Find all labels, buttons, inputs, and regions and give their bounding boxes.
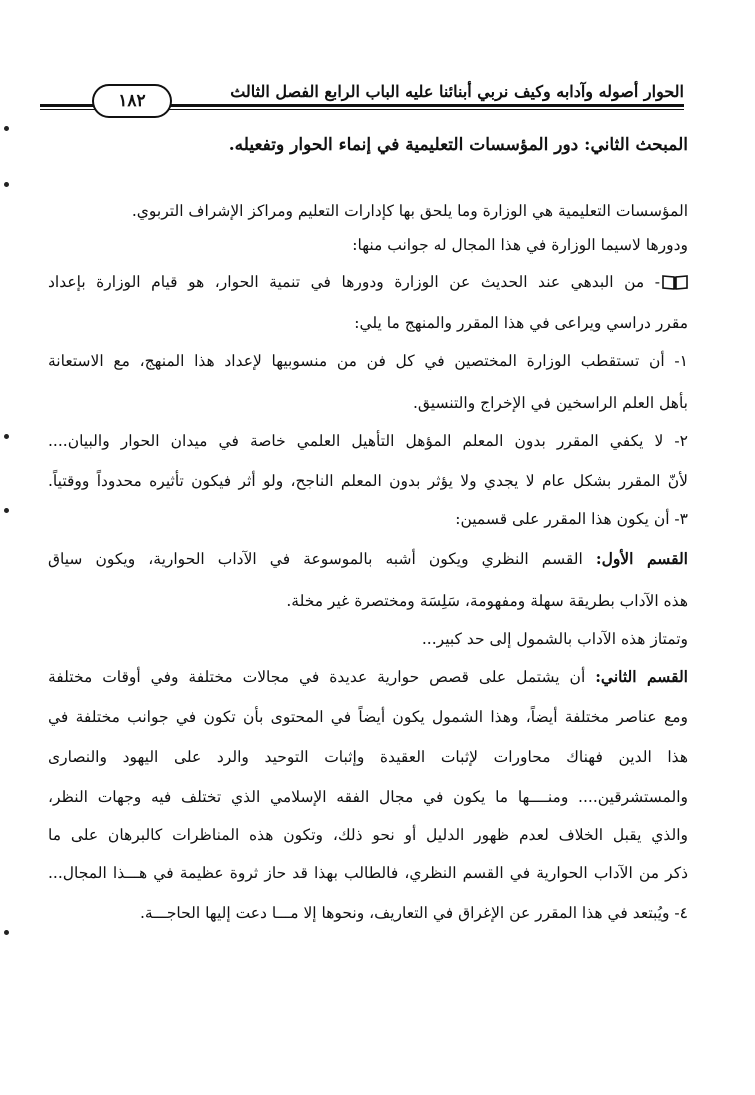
paragraph-line: ودورها لاسيما الوزارة في هذا المجال له جوانب منها: xyxy=(352,236,688,254)
paragraph-line: والمستشرقين.... ومنــــها ما يكون في مجال الفقه الإسلامي الذي تختلف فيه وجهات النظر، xyxy=(48,788,688,806)
list-item-line: ٢- لا يكفي المقرر بدون المعلم المؤهل التأهيل العلمي خاصة في ميدان الحوار والبيان.... xyxy=(48,432,688,450)
running-title: الحوار أصوله وآدابه وكيف نربي أبنائنا عليه الباب الرابع الفصل الثالث xyxy=(230,82,684,101)
section-heading-label: المبحث الثاني xyxy=(590,135,688,155)
margin-mark xyxy=(4,930,9,935)
section-heading xyxy=(48,134,688,156)
paragraph-line xyxy=(48,548,688,570)
paragraph-text: القسم النظري ويكون أشبه بالموسوعة في الآداب الحوارية، ويكون سياق xyxy=(48,550,596,568)
paragraph-line: وتمتاز هذه الآداب بالشمول إلى حد كبير... xyxy=(421,630,688,648)
margin-mark xyxy=(4,434,9,439)
list-item-line: ٣- أن يكون هذا المقرر على قسمين: xyxy=(455,510,688,528)
paragraph-line xyxy=(48,271,688,293)
paragraph-line: ومع عناصر مختلفة أيضاً، وهذا الشمول يكون أيضاً في المحتوى بأن تكون في جوانب مختلفة في xyxy=(48,708,688,726)
margin-mark xyxy=(4,182,9,187)
running-header xyxy=(40,78,684,118)
paragraph-line: هذا الدين فهناك محاورات لإثبات العقيدة وإثبات التوحيد والرد على اليهود والنصارى xyxy=(48,748,688,766)
list-item-line: ٤- ويُبتعد في هذا المقرر عن الإغراق في التعاريف، ونحوها إلا مـــا دعت إليها الحاجـــة. xyxy=(139,904,688,922)
paragraph-text: - من البدهي عند الحديث عن الوزارة ودورها في تنمية الحوار، هو قيام الوزارة بإعداد xyxy=(48,273,660,291)
part-one-label: القسم الأول: xyxy=(595,549,688,568)
open-book-icon xyxy=(662,274,688,290)
section-heading-text: : دور المؤسسات التعليمية في إنماء الحوار وتفعيله. xyxy=(228,135,591,155)
paragraph-line: هذه الآداب بطريقة سهلة ومفهومة، سَلِسَة ومختصرة غير مخلة. xyxy=(286,592,688,610)
part-two-label: القسم الثاني: xyxy=(595,667,688,686)
paragraph-line: المؤسسات التعليمية هي الوزارة وما يلحق بها كإدارات التعليم ومراكز الإشراف التربوي. xyxy=(131,202,688,220)
page-number: ١٨٢ xyxy=(92,84,172,118)
margin-mark xyxy=(4,508,9,513)
paragraph-line: والذي يقبل الخلاف لعدم ظهور الدليل أو نحو ذلك، وتكون هذه المناظرات كالبرهان على ما xyxy=(48,826,688,844)
list-item-line: ١- أن تستقطب الوزارة المختصين في كل فن من منسوبيها لإعداد هذا المنهج، مع الاستعانة xyxy=(48,352,688,370)
list-item-line: بأهل العلم الراسخين في الإخراج والتنسيق. xyxy=(412,394,688,412)
margin-mark xyxy=(4,126,9,131)
list-item-line: لأنّ المقرر بشكل عام لا يجدي ولا يؤثر بدون المعلم الناجح، ولو أثر فيكون تأثيره محدوداً ووقتياً. xyxy=(48,472,688,490)
paragraph-text: أن يشتمل على قصص حوارية عديدة في مجالات مختلفة وفي أوقات مختلفة xyxy=(48,668,596,686)
paragraph-line: مقرر دراسي ويراعى في هذا المقرر والمنهج ما يلي: xyxy=(354,314,688,332)
paragraph-line xyxy=(48,666,688,688)
paragraph-line: ذكر من الآداب الحوارية في القسم النظري، فالطالب بهذا قد حاز ثروة عظيمة في هـــذا المجال... xyxy=(48,864,688,882)
